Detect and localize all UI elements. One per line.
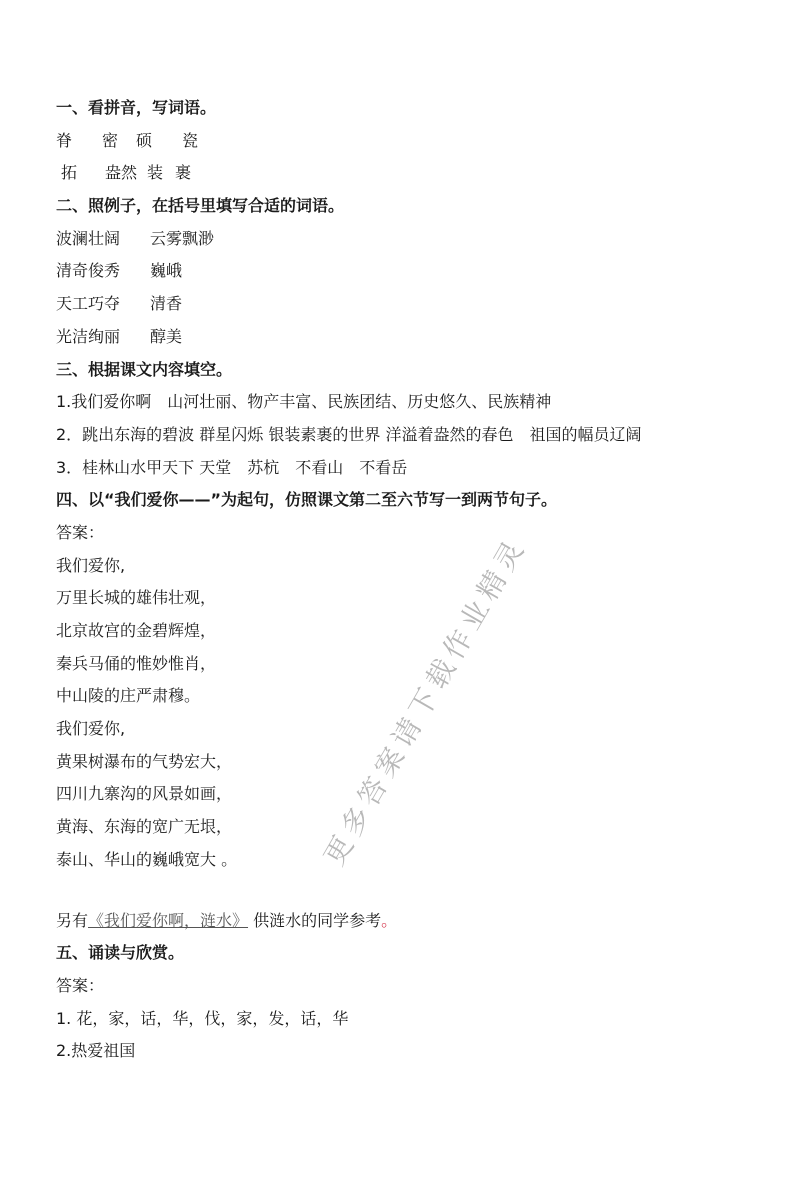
pinyin-row-2 (56, 159, 756, 192)
poem-line: 黄果树瀑布的气势宏大， (56, 751, 233, 771)
answer-word: 醇美 (150, 326, 183, 346)
answer-label: 答案： (56, 522, 105, 542)
poem-line: 我们爱你, (56, 555, 126, 575)
worksheet-page (56, 94, 756, 1070)
fill-answer-line: 3．桂林山水甲天下 天堂 苏杭 不看山 不看岳 (56, 457, 408, 477)
section-1-title: 一、看拼音，写词语。 (56, 98, 217, 117)
answer-line: 1. 花，家，话，华，伐，家，发，话，华 (56, 1008, 349, 1028)
poem-line: 万里长城的雄伟壮观， (56, 588, 217, 608)
pinyin-row-1 (56, 127, 756, 160)
word: 拓 (61, 163, 78, 183)
poem-line: 我们爱你, (56, 719, 126, 739)
example-pair (56, 225, 756, 258)
example-word: 清奇俊秀 (56, 261, 121, 281)
word: 瓷 (182, 130, 199, 150)
example-pair (56, 323, 756, 356)
poem-line: 黄海、东海的宽广无垠， (56, 817, 233, 837)
poem-line: 泰山、华山的巍峨宽大 。 (56, 849, 238, 869)
spacer (56, 879, 756, 907)
poem-line: 北京故宫的金碧辉煌， (56, 621, 217, 640)
section-4-title: 四、以“我们爱你——”为起句，仿照课文第二至六节写一到两节句子。 (56, 490, 558, 510)
poem-line: 四川九寨沟的风景如画， (56, 784, 233, 804)
example-word: 光洁绚丽 (56, 326, 121, 346)
answer-line: 2.热爱祖国 (56, 1041, 136, 1061)
example-pair (56, 257, 756, 290)
fill-answer-line: 1.我们爱你啊 山河壮丽、物产丰富、民族团结、历史悠久、民族精神 (56, 392, 552, 412)
answer-word: 云雾飘渺 (150, 228, 215, 248)
answer-label: 答案： (56, 975, 105, 995)
section-2-title: 二、照例子，在括号里填写合适的词语。 (56, 196, 345, 216)
note-period: 。 (381, 910, 398, 930)
example-word: 波澜壮阔 (56, 228, 121, 248)
word: 装 (147, 163, 164, 183)
word: 硕 (136, 130, 153, 150)
word: 盎然 (105, 163, 138, 183)
watermark: 更多答案请下载作业精灵 (317, 530, 534, 871)
answer-word: 巍峨 (150, 261, 183, 281)
word: 密 (102, 130, 119, 150)
section-5-title: 五、诵读与欣赏。 (56, 943, 185, 963)
poem-line: 秦兵马俑的惟妙惟肖， (56, 653, 217, 673)
fill-answer-line: 2．跳出东海的碧波 群星闪烁 银装素裹的世界 洋溢着盎然的春色 祖国的幅员辽阔 (56, 424, 642, 444)
example-pair (56, 290, 756, 323)
answer-word: 清香 (150, 294, 183, 314)
note-suffix: 供涟水的同学参考 (248, 910, 382, 930)
poem-line: 中山陵的庄严肃穆。 (56, 686, 201, 706)
note-prefix: 另有 (56, 910, 89, 930)
lianshui-link[interactable]: 《我们爱你啊，涟水》 (88, 910, 249, 930)
section-3-title: 三、根据课文内容填空。 (56, 359, 233, 379)
word: 脊 (56, 130, 73, 150)
reference-note (56, 907, 756, 940)
example-word: 天工巧夺 (56, 294, 121, 314)
word: 裹 (175, 163, 192, 183)
